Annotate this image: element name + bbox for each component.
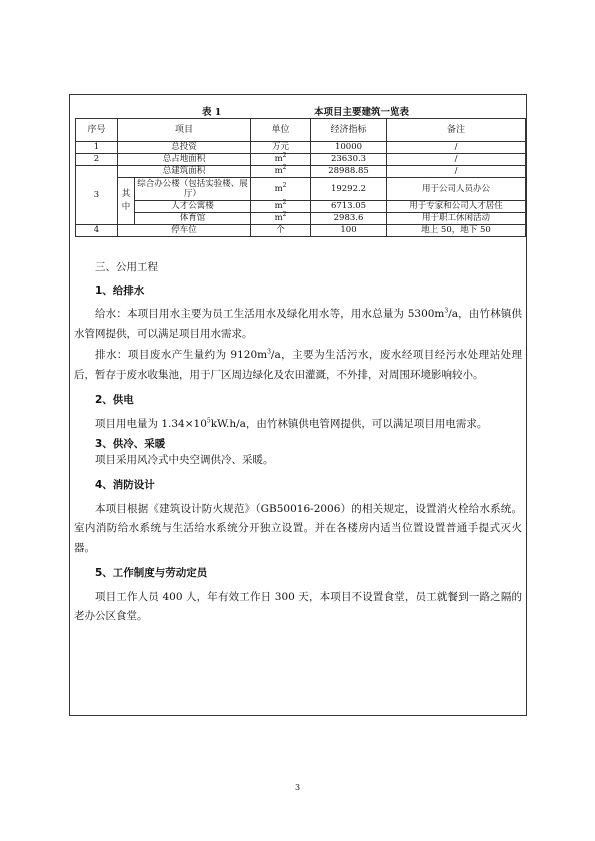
cell-value: 2983.6 bbox=[311, 213, 387, 225]
paragraph-fire: 本项目根据《建筑设计防火规范》（GB50016-2006）的相关规定，设置消火栓给水系统。室内消防给水系统与生活给水系统分开独立设置。并在各楼房内适当位置设置普通手提式灭火器。 bbox=[74, 502, 522, 554]
cell-note: 用于公司人员办公 bbox=[387, 178, 526, 201]
header-no: 序号 bbox=[76, 119, 118, 142]
body-content bbox=[74, 258, 522, 627]
header-note: 备注 bbox=[387, 119, 526, 142]
section-heading-fire: 4、消防设计 bbox=[95, 479, 155, 491]
paragraph-water-supply: 给水：本项目用水主要为员工生活用水及绿化用水等，用水总量为 $5300m^3/a$，由竹林镇供水管网提供，可以满足项目用水需求。 bbox=[74, 307, 522, 340]
cell-unit: $m^2$ bbox=[251, 154, 311, 166]
table-row bbox=[76, 154, 526, 166]
cell-value: 10000 bbox=[311, 142, 387, 154]
section-heading-power: 2、供电 bbox=[95, 394, 134, 406]
cell-item: 总建筑面积 bbox=[118, 166, 251, 178]
cell-item: 总投资 bbox=[118, 142, 251, 154]
cell-value: 100 bbox=[311, 225, 387, 237]
table-row bbox=[76, 213, 526, 225]
cell-item: 体育馆 bbox=[135, 213, 251, 225]
cell-item: 总占地面积 bbox=[118, 154, 251, 166]
page-number: 3 bbox=[294, 783, 301, 792]
cell-sub-label: 其中 bbox=[118, 178, 135, 225]
cell-no: 3 bbox=[76, 166, 118, 225]
cell-item: 综合办公楼（包括实验楼、展厅） bbox=[135, 178, 251, 201]
table-row bbox=[76, 225, 526, 237]
paragraph-power: 项目用电量为 $1.34\times 10^5kW.h/a$，由竹林镇供电管网提供，可以满足项目用电需求。 bbox=[95, 417, 488, 430]
paragraph-drainage: 排水：项目废水产生量约为 $9120m^3/a$，主要为生活污水，废水经项目经污水处理站处理后，暂存于废水收集池，用于厂区周边绿化及农田灌溉，不外排，对周围环境影响较小。 bbox=[74, 348, 523, 381]
header-value: 经济指标 bbox=[311, 119, 387, 142]
paragraph-staff: 项目工作人员 400 人，年有效工作日 300 天，本项目不设置食堂，员工就餐到一路之隔的老办公区食堂。 bbox=[74, 590, 522, 622]
cell-unit: $m^2$ bbox=[251, 178, 311, 201]
cell-note: 用于职工休闲活动 bbox=[387, 213, 526, 225]
cell-no: 4 bbox=[76, 225, 118, 237]
section-heading-public-works: 三、公用工程 bbox=[95, 261, 158, 273]
cell-note: / bbox=[387, 142, 526, 154]
section-heading-staff: 5、工作制度与劳动定员 bbox=[95, 567, 208, 579]
buildings-table bbox=[75, 118, 526, 237]
table-row bbox=[76, 178, 526, 201]
header-item: 项目 bbox=[118, 119, 251, 142]
paragraph-hvac: 项目采用风冷式中央空调供冷、采暖。 bbox=[95, 454, 274, 466]
table-title: 本项目主要建筑一览表 bbox=[314, 107, 410, 118]
cell-unit: 万元 bbox=[251, 142, 311, 154]
table-row bbox=[76, 201, 526, 213]
cell-value: 6713.05 bbox=[311, 201, 387, 213]
header-unit: 单位 bbox=[251, 119, 311, 142]
table-header-row bbox=[76, 119, 526, 142]
cell-note: 用于专家和公司人才居住 bbox=[387, 201, 526, 213]
table-row bbox=[76, 142, 526, 154]
cell-note: / bbox=[387, 166, 526, 178]
cell-unit: $m^2$ bbox=[251, 201, 311, 213]
cell-item: 人才公寓楼 bbox=[135, 201, 251, 213]
cell-unit: 个 bbox=[251, 225, 311, 237]
cell-item: 停车位 bbox=[118, 225, 251, 237]
cell-value: 23630.3 bbox=[311, 154, 387, 166]
cell-note: 地上 50，地下 50 bbox=[387, 225, 526, 237]
section-heading-water: 1、给排水 bbox=[95, 284, 145, 297]
section-heading-hvac: 3、供冷、采暖 bbox=[95, 438, 166, 450]
cell-unit: $m^2$ bbox=[251, 213, 311, 225]
cell-unit: $m^2$ bbox=[251, 166, 311, 178]
cell-value: 19292.2 bbox=[311, 178, 387, 201]
cell-note: / bbox=[387, 154, 526, 166]
table-number: 表 1 bbox=[202, 107, 222, 118]
cell-value: 28988.85 bbox=[311, 166, 387, 178]
table-row bbox=[76, 166, 526, 178]
cell-no: 1 bbox=[76, 142, 118, 154]
cell-no: 2 bbox=[76, 154, 118, 166]
